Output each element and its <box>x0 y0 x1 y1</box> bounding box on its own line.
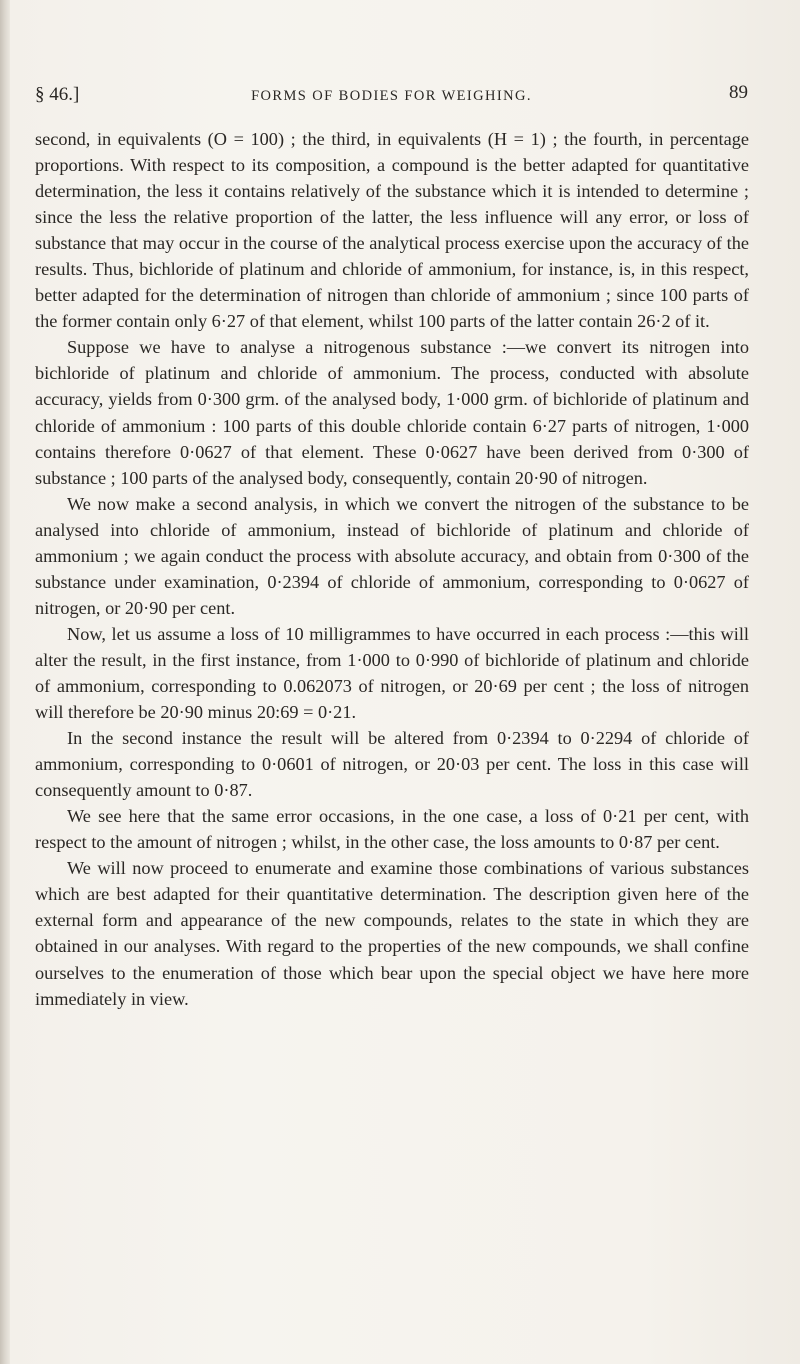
section-marker: § 46.] <box>35 84 80 105</box>
paragraph-second-analysis: We now make a second analysis, in which we convert the nitrogen of the substance to be analysed into chloride of ammonium, instead of bichloride of platinum and chloride of ammonium ; we again conduct the process with absolute accuracy, and obtain from 0·300 of the substance under examination, 0·2394 of chloride of ammonium, corresponding to 0·0627 of nitrogen, or 20·90 per cent. <box>35 493 749 618</box>
paragraph-second-instance: In the second instance the result will be altered from 0·2394 to 0·2294 of chloride of ammonium, corresponding to 0·0601 of nitrogen, or 20·03 per cent. The loss in this case will consequently amount to 0·87. <box>35 728 749 801</box>
body-text <box>35 126 749 1012</box>
page-gutter-shadow <box>0 0 10 1364</box>
paragraph-comparison: We see here that the same error occasions, in the one case, a loss of 0·21 per cent, with respect to the amount of nitrogen ; whilst, in the other case, the loss amounts to 0·87 per cent. <box>35 806 749 853</box>
page-number: 89 <box>729 82 748 103</box>
running-title: FORMS OF BODIES FOR WEIGHING. <box>251 88 532 104</box>
paragraph-nitrogen-analysis: Suppose we have to analyse a nitrogenous substance :—we convert its nitrogen into bichloride of platinum and chloride of ammonium. The process, conducted with absolute accuracy, yields from 0·300 grm. of the analysed body, 1·000 grm. of bichloride of platinum and chloride of ammonium : 100 parts of this double chloride contain 6·27 parts of nitrogen, 1·000 contains therefore 0·0627 of that element. These 0·0627 have been derived from 0·300 of substance ; 100 parts of the analysed body, consequently, contain 20·90 of nitrogen. <box>35 337 749 488</box>
running-header <box>35 82 748 112</box>
paragraph-loss-assumption: Now, let us assume a loss of 10 milligrammes to have occurred in each process :—this will alter the result, in the first instance, from 1·000 to 0·990 of bichloride of platinum and chloride of ammonium, corresponding to 0.062073 of nitrogen, or 20·69 per cent ; the loss of nitrogen will therefore be 20·90 minus 20:69 = 0·21. <box>35 623 749 723</box>
paragraph-enumeration: We will now proceed to enumerate and examine those combinations of various substances which are best adapted for their quantitative determination. The description given here of the external form and appearance of the new compounds, relates to the state in which they are obtained in our analyses. With regard to the properties of the new compounds, we shall confine ourselves to the enumeration of those which bear upon the special object we have here more immediately in view. <box>35 858 749 1009</box>
paragraph-continued: second, in equivalents (O = 100) ; the third, in equivalents (H = 1) ; the fourth, in percentage proportions. With respect to its composition, a compound is the better adapted for quantitative determination, the less it contains relatively of the substance which it is intended to determine ; since the less the relative proportion of the latter, the less influence will any error, or loss of substance that may occur in the course of the analytical process exercise upon the accuracy of the results. Thus, bichloride of platinum and chloride of ammonium, for instance, is, in this respect, better adapted for the determination of nitrogen than chloride of ammonium ; since 100 parts of the former contain only 6·27 of that element, whilst 100 parts of the latter contain 26·2 of it. <box>35 129 749 332</box>
